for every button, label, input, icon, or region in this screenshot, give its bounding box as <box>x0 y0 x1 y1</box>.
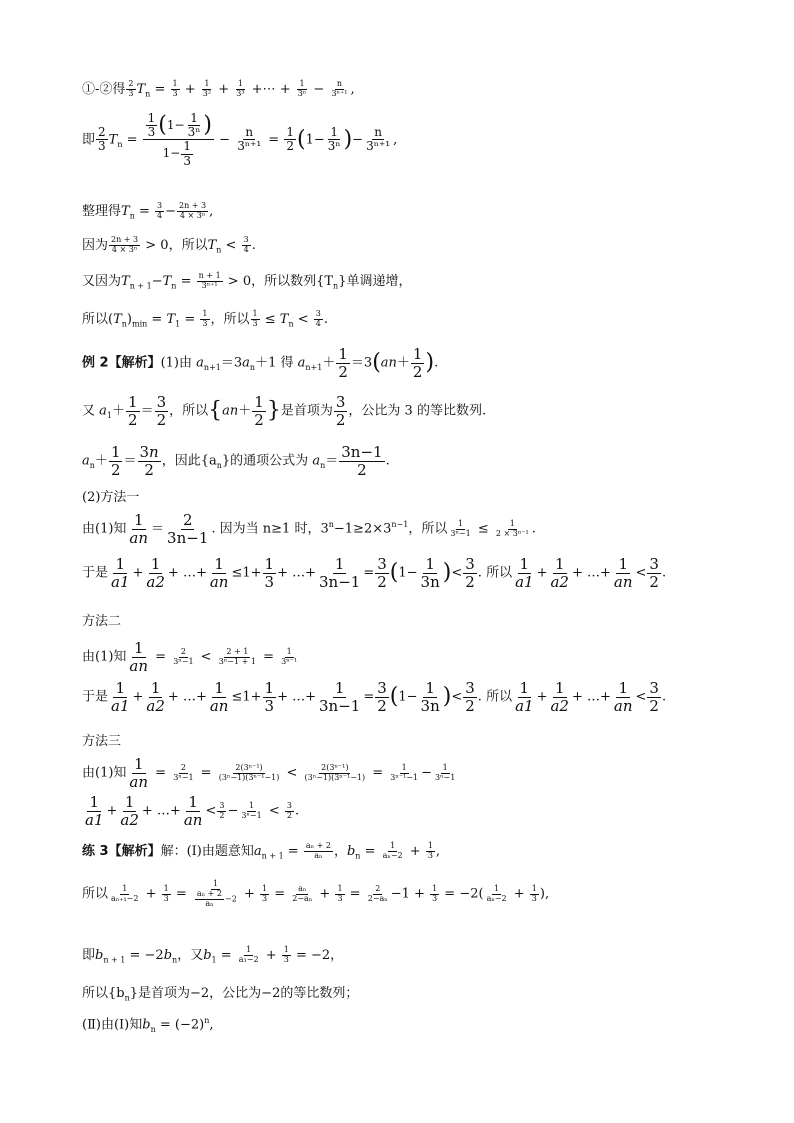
line-4: 因为 $\frac{2n + 3}{\text{4 × 3ⁿ}}$ > 0，所以$T_n$ < $\frac{3}{4}$ . <box>82 235 256 255</box>
example-2-line-1: 例 2【解析】(1)由 $a_{n+1}=3a_n+1$ 得 $a_{n+1}+$ $\frac{1}{2}$ ＝3(an＋ $\frac{1}{2}$ ). <box>82 345 439 381</box>
method-2-line-2: 于是 $\frac{1}{a1}$ + $\frac{1}{a2}$ + …+ $\frac{1}{an}$ ≤1+ $\frac{1}{3}$ + …+ $\frac{1}{3n-1}$ = $\frac{3}{2}$ (1− $\frac{1}{3n}$ )< $\frac{3}{2}$ . 所以 $\frac{1}{a1}$ + $\frac{1}{a2}$ + …+ $\frac{1}{an}$ < $\frac{3}{2}$ . <box>82 679 667 715</box>
line-2: 即 $\frac{2}{3}$ $T_n$ = $\frac{1}{3}$ (1− $\frac{1}{\text{3ⁿ}}$ ) 1− $\frac{1}{3}$ − $\frac{n}{\text{3ⁿ⁺¹}}$ = $\frac{1}{2}$ (1− $\frac{1}{\text{3ⁿ}}$ )− $\frac{n}{\text{3ⁿ⁺¹}}$ , <box>82 111 398 168</box>
line-3: 整理得$T_n$ = $\frac{3}{4}$ − $\frac{2n + 3}{\text{4 × 3ⁿ}}$ , <box>82 201 214 221</box>
example-2-line-2: 又 $a_1+$ $\frac{1}{2}$ ＝ $\frac{3}{2}$ ，所以{an＋ $\frac{1}{2}$ }是首项为 $\frac{3}{2}$ ，公比为 3 的等比数列. <box>82 393 487 429</box>
method-3-line-1: 由(1)知 $\frac{1}{an}$ = $\frac{2}{\text{3ⁿ−1}}$ = $\frac{\text{2(3ⁿ⁻¹)}}{\text{(3ⁿ−1)(3ⁿ⁻¹−1)}}$ < $\frac{\text{2(3ⁿ⁻¹)}}{\text{(3ⁿ−1)(3ⁿ⁻¹−1)}}$ = $\frac{1}{\text{3ⁿ⁻¹−1}}$ − $\frac{1}{\text{3ⁿ−1}}$ <box>82 755 456 791</box>
method-2-line-1: 由(1)知 $\frac{1}{an}$ = $\frac{2}{\text{3ⁿ−1}}$ < $\frac{2 + 1}{\text{3ⁿ−1 + 1}}$ = $\frac{1}{\text{3ⁿ⁻¹}}$ <box>82 639 298 675</box>
practice-3-line-3: 即$b_{n + 1} = -2b_n$，又$b_1$ = $\frac{1}{\text{a₁−2}}$ + $\frac{1}{3}$ = −2， <box>82 945 344 965</box>
method-1-line-2: 于是 $\frac{1}{a1}$ + $\frac{1}{a2}$ + …+ $\frac{1}{an}$ ≤1+ $\frac{1}{3}$ + …+ $\frac{1}{3n-1}$ = $\frac{3}{2}$ (1− $\frac{1}{3n}$ )< $\frac{3}{2}$ . 所以 $\frac{1}{a1}$ + $\frac{1}{a2}$ + …+ $\frac{1}{an}$ < $\frac{3}{2}$ . <box>82 555 667 591</box>
method-2-heading: 方法二 <box>82 614 122 629</box>
method-1-line-1: 由(1)知 $\frac{1}{an}$ ＝ $\frac{2}{3n-1}$ . 因为当 n≥1 时，$3^n-1\ge 2\times 3^{n-1}$，所以 $\frac{1}{\text{3ⁿ−1}}$ ≤ $\frac{1}{\text{2 × 3ⁿ⁻¹}}$ . <box>82 511 536 547</box>
example-2-line-3: $a_n+$ $\frac{1}{2}$ ＝ $\frac{3n}{2}$ ，因此$\{a_n\}$的通项公式为 $a_n=$ $\frac{3n-1}{2}$ . <box>82 443 390 479</box>
line-1: ①-②得 $\frac{2}{3}$ $T_n$ = $\frac{1}{3}$ + $\frac{1}{\text{3²}}$ + $\frac{1}{\text{3³}}$ +⋯ + $\frac{1}{\text{3ⁿ}}$ − $\frac{n}{\text{3ⁿ⁺¹}}$ , <box>82 79 355 99</box>
line-6: 所以$(T_n)_{min} = T_1$ = $\frac{1}{3}$ ，所以 $\frac{1}{3}$ ≤ $T_n$ < $\frac{3}{4}$ . <box>82 309 329 329</box>
line-5: 又因为$T_{n + 1}-T_n$ = $\frac{n + 1}{\text{3ⁿ⁺¹}}$ > 0，所以数列$\{T_n\}$单调递增， <box>82 271 412 291</box>
practice-3-line-5: (Ⅱ)由(Ⅰ)知$b_n = (-2)^n$, <box>82 1016 214 1034</box>
method-3-heading: 方法三 <box>82 734 122 749</box>
method-3-line-2: $\frac{1}{a1}$ + $\frac{1}{a2}$ + …+ $\frac{1}{an}$ < $\frac{3}{2}$ − $\frac{1}{\text{3ⁿ−1}}$ < $\frac{3}{2}$ . <box>85 793 300 829</box>
practice-3-line-4: 所以$\{b_n\}$是首项为−2，公比为−2的等比数列； <box>82 986 359 1003</box>
practice-3-line-2: 所以 $\frac{1}{\text{aₙ₊₁−2}}$ + $\frac{1}{3}$ = 1 $\frac{\text{aₙ + 2}}{\text{aₙ}}$ −2 + $\frac{1}{3}$ = $\frac{\text{aₙ}}{\text{2−aₙ}}$ + $\frac{1}{3}$ = $\frac{2}{\text{2−aₙ}}$ −1 + $\frac{1}{3}$ = −2( $\frac{1}{\text{aₙ−2}}$ + $\frac{1}{3}$ ), <box>82 879 550 908</box>
method-1-heading: (2)方法一 <box>82 490 140 505</box>
practice-3-line-1: 练 3【解析】解：(Ⅰ)由题意知$a_{n + 1}$ = $\frac{\text{aₙ + 2}}{\text{aₙ}}$ ，$b_n$ = $\frac{1}{\text{aₙ−2}}$ + $\frac{1}{3}$ , <box>82 841 441 861</box>
